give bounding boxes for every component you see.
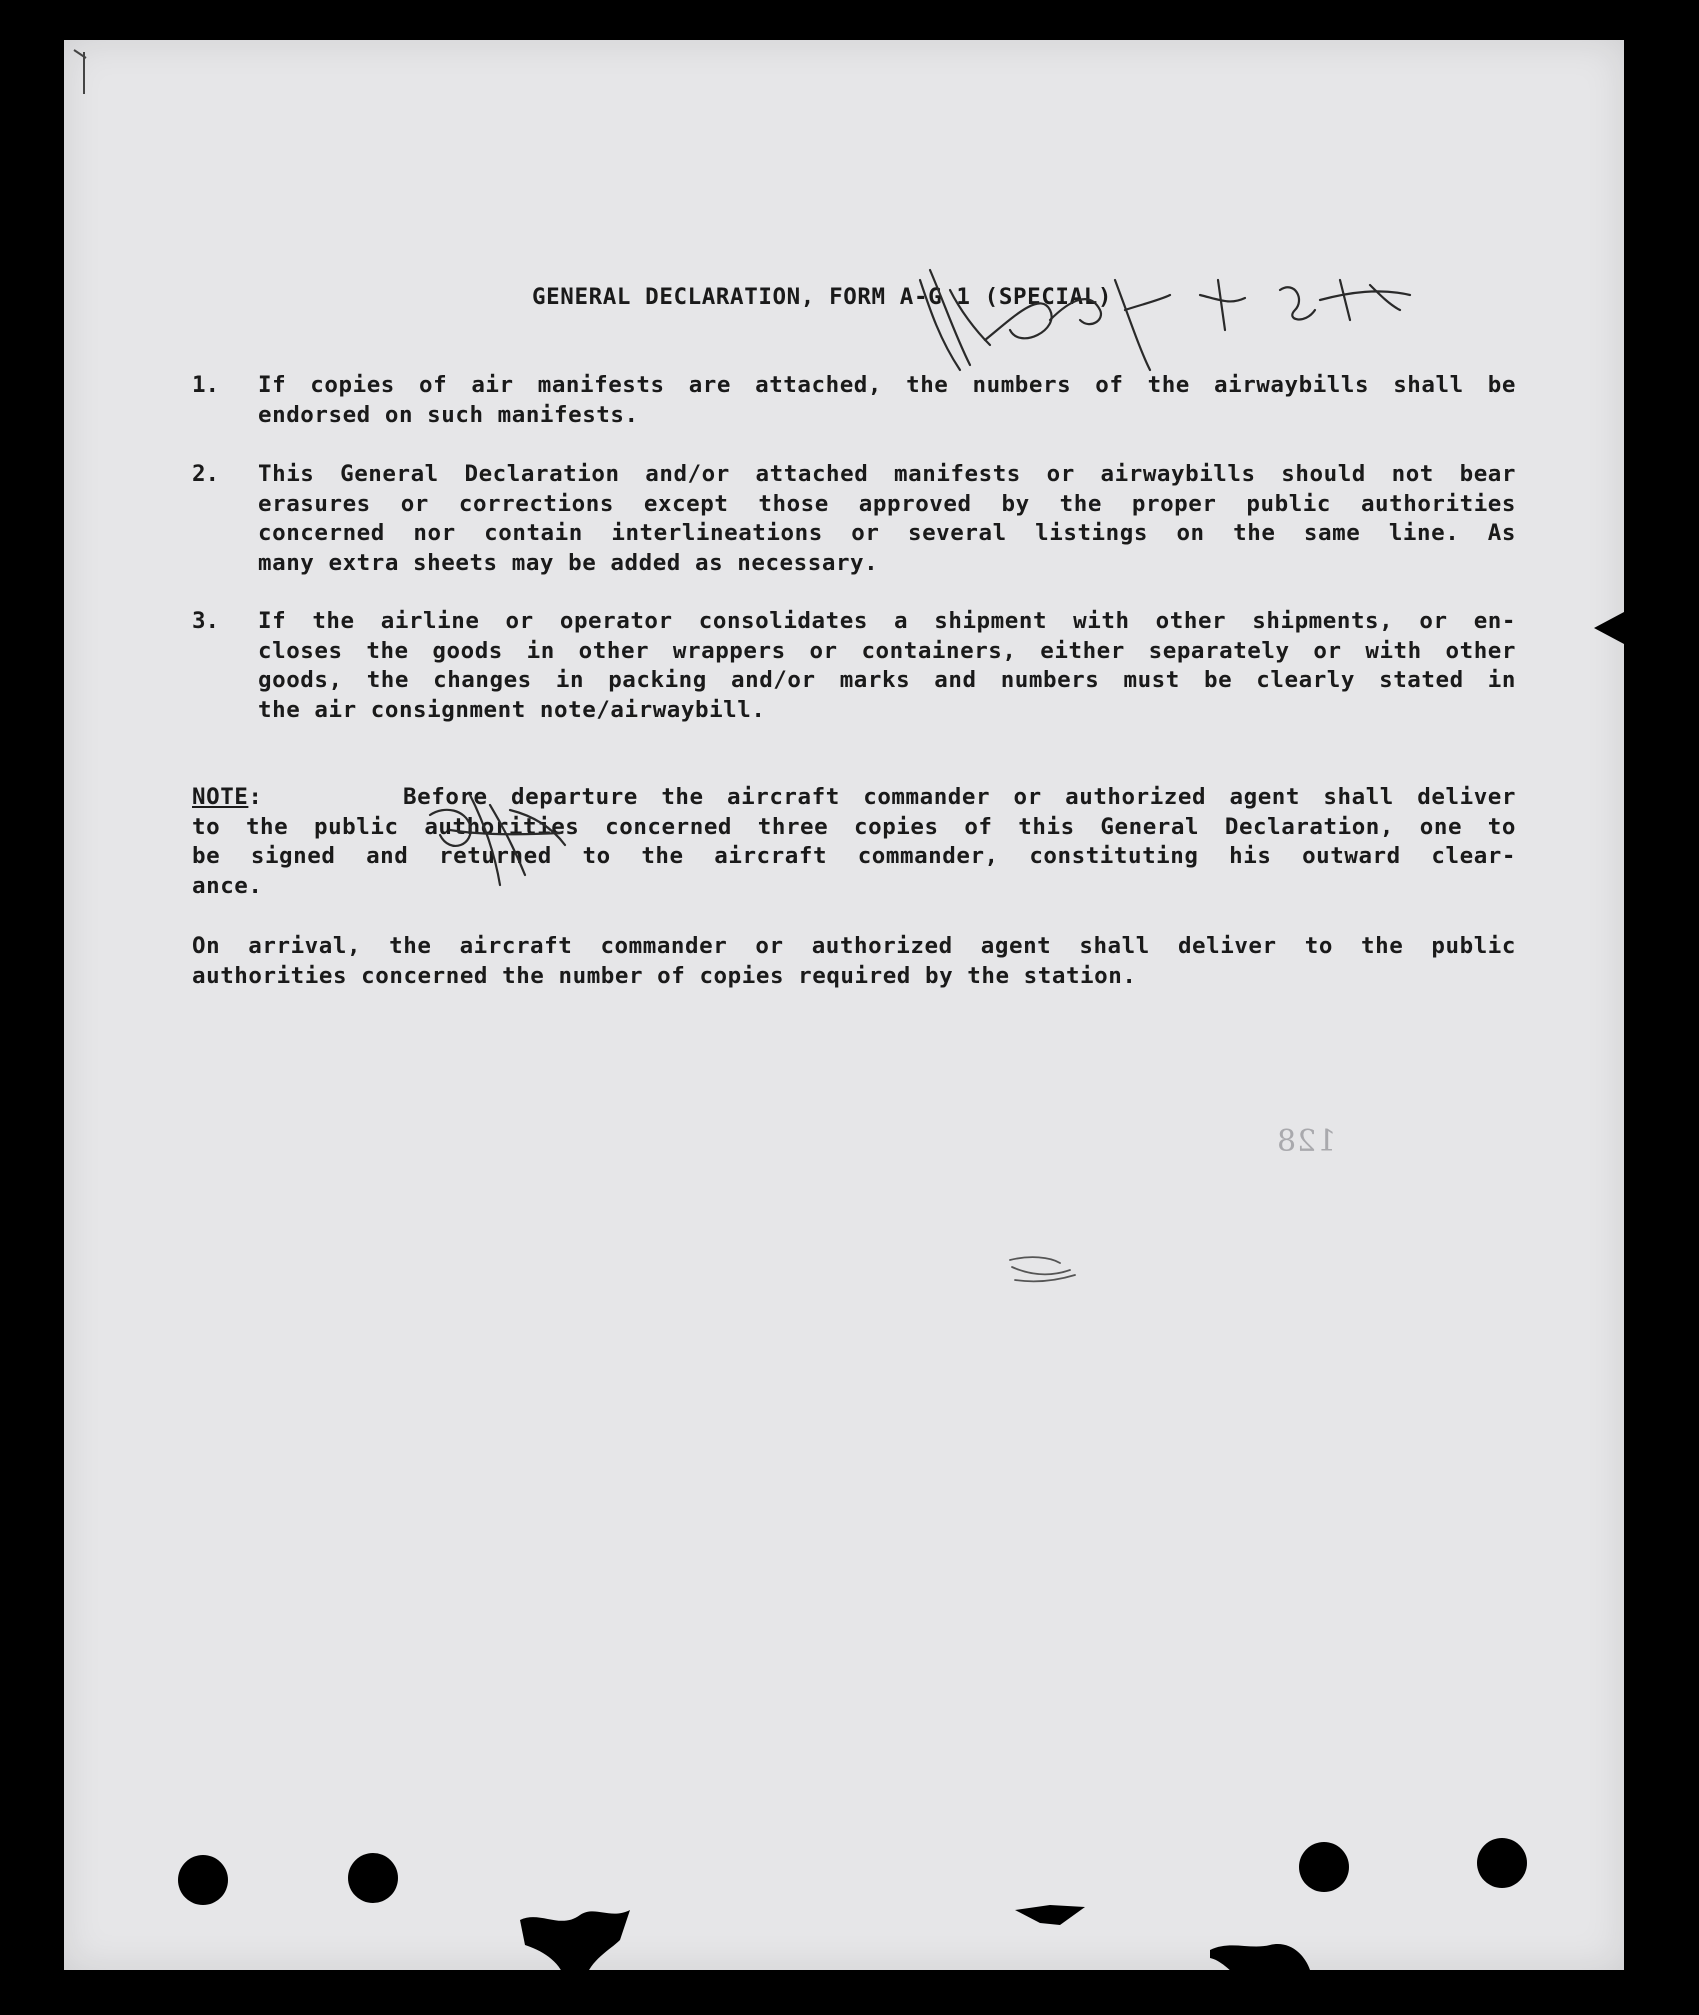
punch-hole [1299, 1842, 1349, 1892]
text-line: erasures or corrections except those approved by the proper public authorities [258, 490, 1516, 517]
text-line: endorsed on such manifests. [258, 401, 639, 428]
note-section [192, 783, 1516, 901]
text-line: the air consignment note/airwaybill. [258, 696, 766, 723]
text-line: closes the goods in other wrappers or containers, either separately or with other [258, 637, 1516, 664]
list-item-text [258, 460, 1516, 578]
paper-sheet [64, 40, 1624, 1970]
text-line: be signed and returned to the aircraft commander, constituting his outward clear- [192, 843, 1516, 869]
punch-hole [178, 1855, 228, 1905]
text-line: concerned nor contain interlineations or several listings on the same line. As [258, 520, 1516, 546]
punch-hole [348, 1853, 398, 1903]
corner-tick-mark [70, 44, 100, 104]
bleed-through-number: 128 [1276, 1124, 1337, 1159]
text-line: authorities concerned the number of copies required by the station. [192, 962, 1137, 989]
paper-tear [1210, 1930, 1310, 1980]
paper-tear [1010, 1895, 1090, 1935]
document-title: GENERAL DECLARATION, FORM A-G 1 (SPECIAL) [532, 284, 1112, 310]
paper-edge-notch [1594, 612, 1624, 644]
paper-tear [520, 1890, 630, 1980]
text-line: If copies of air manifests are attached, the numbers of the airwaybills shall be [258, 372, 1516, 398]
arrival-section [192, 932, 1516, 991]
text-line: On arrival, the aircraft commander or authorized agent shall deliver to the public [192, 933, 1516, 959]
text-line: If the airline or operator consolidates a shipment with other shipments, or en- [258, 608, 1516, 634]
punch-hole [1477, 1838, 1527, 1888]
list-item-number: 2. [192, 461, 220, 487]
text-line: ance. [192, 872, 263, 899]
text-line: to the public authorities concerned three copies of this General Declaration, one to [192, 813, 1516, 840]
list-item-text [258, 607, 1516, 725]
text-line: many extra sheets may be added as necessary. [258, 549, 879, 576]
list-item-number: 1. [192, 372, 220, 398]
text-line: goods, the changes in packing and/or marks and numbers must be clearly stated in [258, 667, 1516, 693]
list-item-text [258, 371, 1516, 430]
note-line-1: Before departure the aircraft commander or authorized agent shall deliver [403, 784, 1516, 810]
list-item-number: 3. [192, 608, 220, 634]
note-label: NOTE [192, 784, 249, 810]
note-first-line: NOTE: Before departure the aircraft commander or authorized agent shall deliver [192, 784, 1516, 810]
text-line: This General Declaration and/or attached manifests or airwaybills should not bear [258, 461, 1516, 487]
